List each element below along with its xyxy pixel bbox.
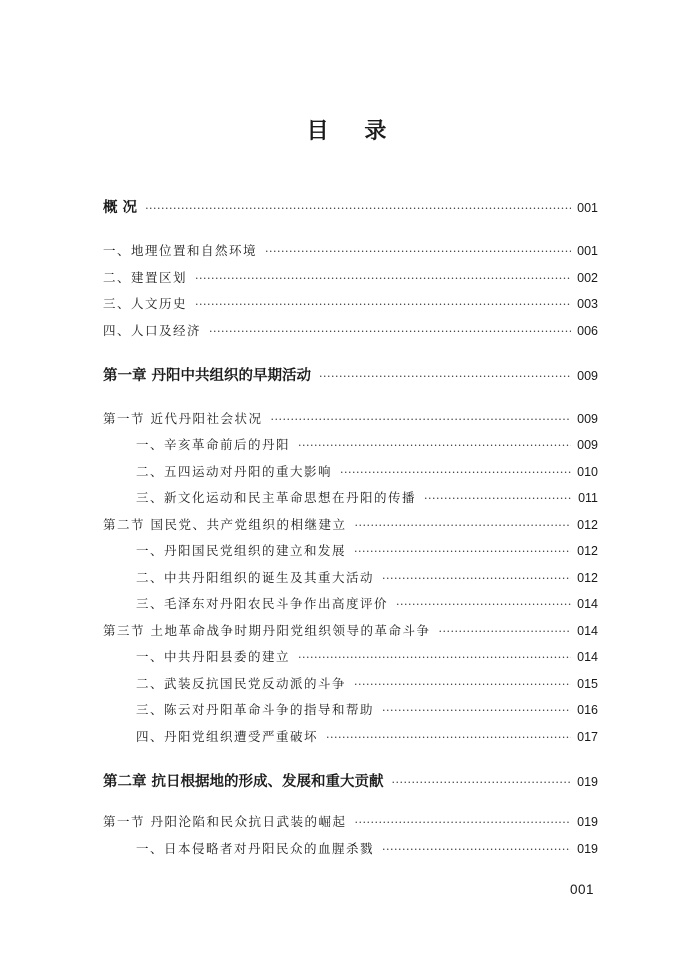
toc-entry-page: 009	[577, 369, 598, 383]
toc-entry-label: 第一章 丹阳中共组织的早期活动	[103, 367, 312, 384]
toc-entry-page: 017	[577, 730, 598, 744]
toc-entry-page: 014	[577, 597, 598, 611]
toc-entry-label: 一、日本侵略者对丹阳民众的血腥杀戮	[136, 841, 375, 856]
toc-entry-label: 一、中共丹阳县委的建立	[136, 649, 291, 664]
toc-dot-leader	[382, 704, 571, 717]
toc-dot-leader	[354, 519, 571, 532]
toc-dot-leader	[354, 545, 571, 558]
toc-entry-label: 第一节 丹阳沦陷和民众抗日武装的崛起	[103, 814, 347, 829]
toc-entry-label: 第二章 抗日根据地的形成、发展和重大贡献	[103, 773, 384, 790]
toc-dot-leader	[298, 651, 571, 664]
toc-entry-label: 四、人口及经济	[103, 323, 202, 338]
toc-dot-leader	[424, 492, 572, 505]
toc-dot-leader	[145, 202, 571, 215]
toc-subsection-entry[interactable]	[103, 674, 598, 692]
toc-dot-leader	[319, 370, 571, 383]
toc-entry-label: 三、新文化运动和民主革命思想在丹阳的传播	[136, 490, 417, 505]
toc-entry-label: 四、丹阳党组织遭受严重破坏	[136, 729, 319, 744]
toc-dot-leader	[298, 439, 571, 452]
toc-dot-leader	[270, 413, 571, 426]
toc-section-entry[interactable]	[103, 621, 598, 639]
toc-dot-leader	[438, 625, 571, 638]
page-title: 目 录	[306, 119, 401, 144]
toc-entry-page: 016	[577, 703, 598, 717]
toc-dot-leader	[382, 572, 571, 585]
toc-entry-page: 001	[577, 244, 598, 258]
toc-entry-page: 003	[577, 297, 598, 311]
toc-section-entry[interactable]	[103, 515, 598, 533]
toc-entry-page: 006	[577, 324, 598, 338]
toc-dot-leader	[392, 776, 572, 789]
toc-subsection-entry[interactable]	[103, 541, 598, 559]
toc-chapter-entry[interactable]	[103, 770, 598, 791]
toc-section-entry[interactable]	[103, 409, 598, 427]
toc-dot-leader	[354, 678, 571, 691]
toc-subsection-entry[interactable]	[103, 700, 598, 718]
toc-entry-label: 一、丹阳国民党组织的建立和发展	[136, 543, 347, 558]
toc-section-entry[interactable]	[103, 241, 598, 259]
toc-subsection-entry[interactable]	[103, 839, 598, 857]
toc-dot-leader	[340, 466, 571, 479]
toc-section-entry[interactable]	[103, 294, 598, 312]
toc-entry-page: 009	[577, 438, 598, 452]
toc-dot-leader	[326, 731, 571, 744]
toc-entry-label: 二、建置区划	[103, 270, 188, 285]
toc-subsection-entry[interactable]	[103, 594, 598, 612]
toc-entry-page: 015	[577, 677, 598, 691]
toc-entry-label: 一、地理位置和自然环境	[103, 243, 258, 258]
toc-entry-page: 012	[577, 571, 598, 585]
toc-entry-label: 概 况	[103, 199, 138, 216]
toc-entry-page: 012	[577, 544, 598, 558]
toc-dot-leader	[195, 272, 571, 285]
toc-dot-leader	[354, 816, 571, 829]
toc-subsection-entry[interactable]	[103, 435, 598, 453]
toc-entry-label: 第三节 土地革命战争时期丹阳党组织领导的革命斗争	[103, 623, 431, 638]
toc-subsection-entry[interactable]	[103, 727, 598, 745]
toc-entry-label: 一、辛亥革命前后的丹阳	[136, 437, 291, 452]
toc-entry-page: 019	[577, 815, 598, 829]
page-number: 001	[570, 882, 595, 897]
toc-entry-page: 002	[577, 271, 598, 285]
toc-dot-leader	[382, 843, 571, 856]
toc-entry-label: 第一节 近代丹阳社会状况	[103, 411, 263, 426]
toc-entry-page: 012	[577, 518, 598, 532]
toc-subsection-entry[interactable]	[103, 462, 598, 480]
toc-dot-leader	[265, 245, 571, 258]
toc-entry-label: 二、武装反抗国民党反动派的斗争	[136, 676, 347, 691]
toc-entry-label: 三、陈云对丹阳革命斗争的指导和帮助	[136, 702, 375, 717]
toc-dot-leader	[195, 298, 571, 311]
toc-subsection-entry[interactable]	[103, 647, 598, 665]
toc-entry-page: 014	[577, 624, 598, 638]
toc-chapter-entry[interactable]	[103, 364, 598, 385]
toc-entry-label: 三、人文历史	[103, 296, 188, 311]
toc-entry-label: 二、中共丹阳组织的诞生及其重大活动	[136, 570, 375, 585]
toc-entry-page: 009	[577, 412, 598, 426]
toc-entry-label: 第二节 国民党、共产党组织的相继建立	[103, 517, 347, 532]
toc-entry-label: 二、五四运动对丹阳的重大影响	[136, 464, 333, 479]
toc-subsection-entry[interactable]	[103, 488, 598, 506]
toc-entry-page: 001	[577, 201, 598, 215]
toc-entry-label: 三、毛泽东对丹阳农民斗争作出高度评价	[136, 596, 389, 611]
toc-section-entry[interactable]	[103, 812, 598, 830]
toc-section-entry[interactable]	[103, 268, 598, 286]
toc-entry-page: 019	[577, 775, 598, 789]
toc-chapter-entry[interactable]	[103, 196, 598, 217]
toc-entry-page: 011	[578, 491, 598, 505]
toc-subsection-entry[interactable]	[103, 568, 598, 586]
toc-entry-page: 014	[577, 650, 598, 664]
toc-entry-page: 019	[577, 842, 598, 856]
toc-dot-leader	[209, 325, 571, 338]
toc-section-entry[interactable]	[103, 321, 598, 339]
toc-entry-page: 010	[577, 465, 598, 479]
toc-dot-leader	[396, 598, 571, 611]
